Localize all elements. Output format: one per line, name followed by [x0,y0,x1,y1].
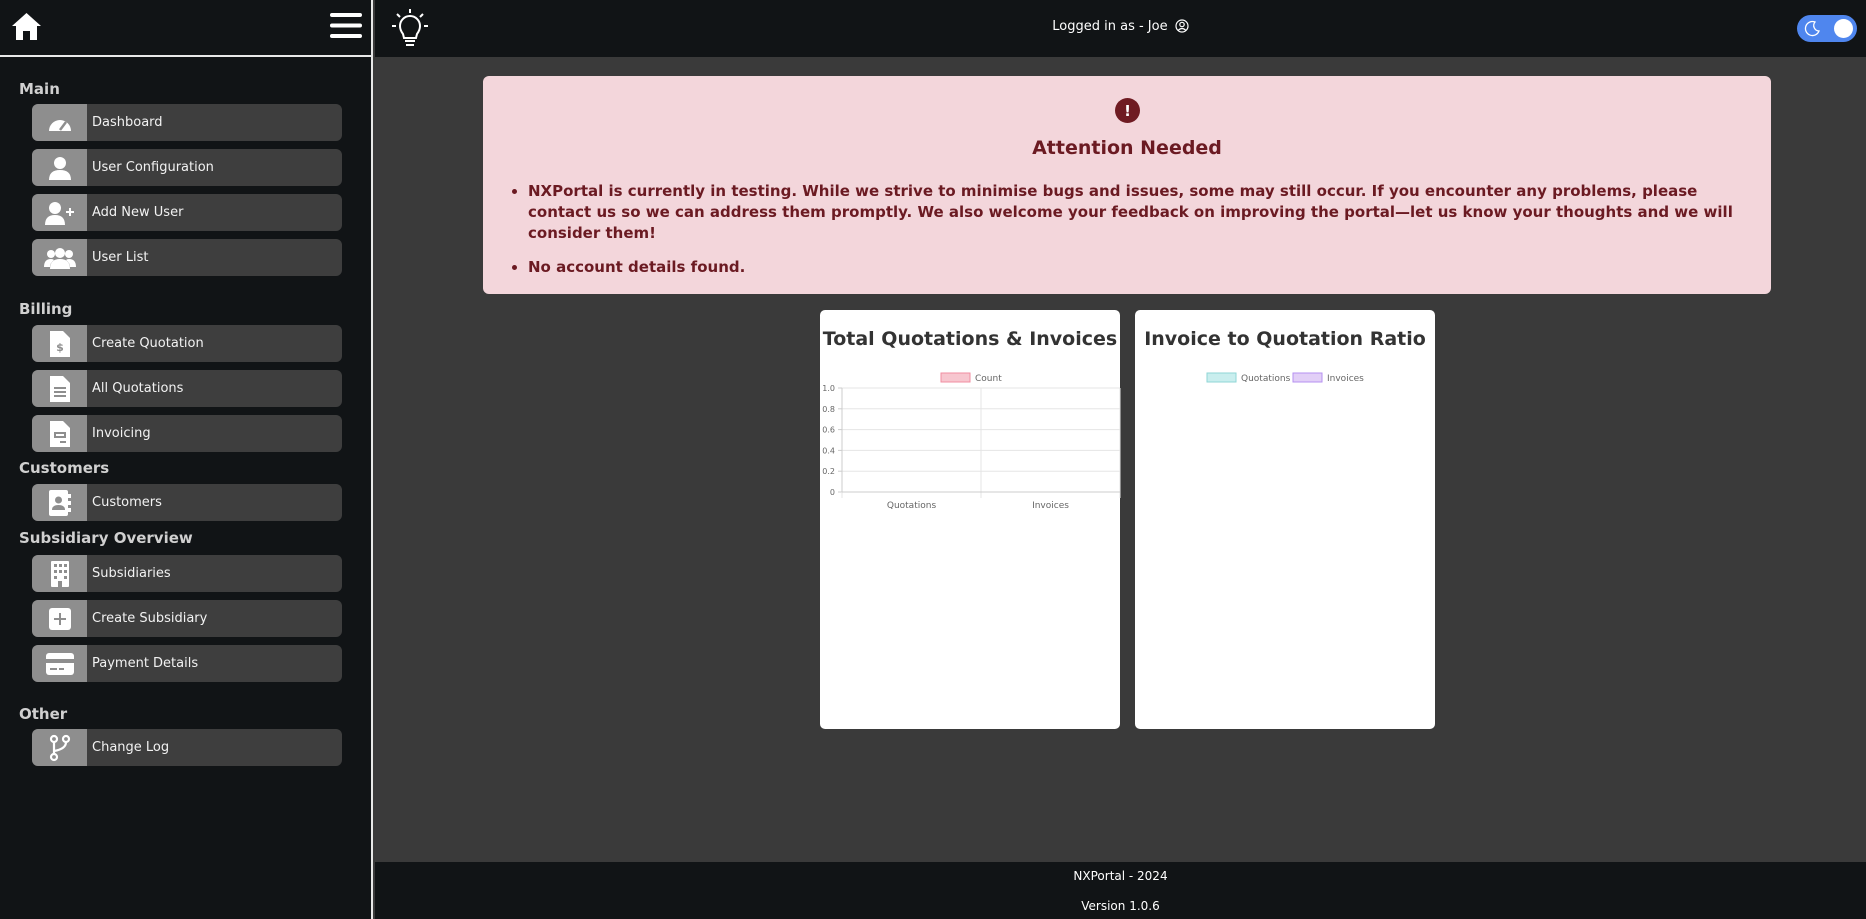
sidebar-item-dashboard[interactable] [32,104,342,141]
y-tick-label: 0.8 [822,404,835,414]
section-title-main: Main [19,80,60,98]
dark-mode-toggle[interactable] [1797,15,1857,42]
sidebar-item-add-new-user[interactable] [32,194,342,231]
square-plus-icon [32,600,87,637]
address-book-icon [32,484,87,521]
building-icon [32,555,87,592]
user-plus-icon [32,194,87,231]
bar-chart [820,370,1120,511]
sidebar-item-customers[interactable] [32,484,342,521]
sidebar-item-label: Change Log [92,740,170,755]
legend-swatch-quotations [1207,373,1236,382]
sidebar-item-label: Customers [92,495,162,510]
footer [375,862,1866,919]
sidebar-item-label: Dashboard [92,115,163,130]
y-tick-label: 0.2 [822,467,835,477]
moon-icon [1805,21,1820,36]
sidebar-item-user-list[interactable] [32,239,342,276]
sidebar-item-label: Subsidiaries [92,566,171,581]
legend-swatch-count [941,373,970,382]
ratio-chart [1135,370,1435,410]
file-invoice-icon [32,415,87,452]
section-title-customers: Customers [19,459,110,477]
sidebar-item-label: All Quotations [92,381,184,396]
users-icon [32,239,87,276]
logged-in-status [375,19,1866,34]
y-tick-label: 0 [829,488,835,497]
credit-card-icon [32,645,87,682]
sidebar-item-label: Invoicing [92,426,151,441]
sidebar-item-label: Add New User [92,205,184,220]
exclamation-circle-icon: ! [1115,98,1140,123]
legend-swatch-invoices [1293,373,1322,382]
hamburger-menu-icon[interactable] [330,12,362,39]
sidebar-item-subsidiaries[interactable] [32,555,342,592]
section-title-billing: Billing [19,300,73,318]
total-quotations-invoices-card [820,310,1120,729]
sidebar [0,0,373,919]
sidebar-item-create-subsidiary[interactable] [32,600,342,637]
toggle-knob [1834,19,1853,38]
alert-message: • NXPortal is currently in testing. While we strive to minimise bugs and issues, some may still occur. If you encounter any problems, please contact us so we can address them promptly. We also welcome your feedback on improving the portal—let us know your thoughts and we will consider them! [528,181,1748,244]
file-invoice-dollar-icon [32,325,87,362]
user-icon [32,149,87,186]
sidebar-item-user-configuration[interactable] [32,149,342,186]
sidebar-item-all-quotations[interactable] [32,370,342,407]
sidebar-item-payment-details[interactable] [32,645,342,682]
footer-copyright: NXPortal - 2024 [1073,869,1168,883]
sidebar-header [0,0,371,57]
alert-title: Attention Needed [1032,137,1222,159]
sidebar-item-change-log[interactable] [32,729,342,766]
legend-label-count: Count [975,374,1002,384]
sidebar-item-label: Create Quotation [92,336,204,351]
chart-title: Invoice to Quotation Ratio [1144,328,1426,350]
x-tick-label: Invoices [1032,501,1069,511]
top-bar [375,0,1866,57]
legend-label-quotations: Quotations [1241,374,1291,384]
invoice-quotation-ratio-card [1135,310,1435,729]
y-tick-label: 0.4 [822,446,835,456]
alert-message: • No account details found. [528,257,1748,278]
sidebar-item-label: Payment Details [92,656,199,671]
y-tick-label: 0.6 [822,425,835,435]
code-branch-icon [32,729,87,766]
home-icon[interactable] [11,12,42,41]
sidebar-item-label: Create Subsidiary [92,611,208,626]
legend-label-invoices: Invoices [1327,374,1364,384]
user-circle-icon[interactable] [1175,19,1189,33]
y-tick-label: 1.0 [822,384,835,393]
file-lines-icon [32,370,87,407]
sidebar-item-invoicing[interactable] [32,415,342,452]
sidebar-item-create-quotation[interactable] [32,325,342,362]
chart-title: Total Quotations & Invoices [822,328,1118,350]
sidebar-item-label: User List [92,250,149,265]
attention-alert [483,76,1771,294]
footer-version: Version 1.0.6 [1081,899,1160,913]
section-title-other: Other [19,705,68,723]
alert-message-list [528,181,1748,291]
x-tick-label: Quotations [886,501,937,511]
sidebar-item-label: User Configuration [92,160,214,175]
section-title-subsidiary-overview: Subsidiary Overview [19,529,193,547]
svg-text:$: $ [55,340,64,354]
gauge-icon [32,104,87,141]
logged-in-text: Logged in as - Joe [1052,19,1168,34]
